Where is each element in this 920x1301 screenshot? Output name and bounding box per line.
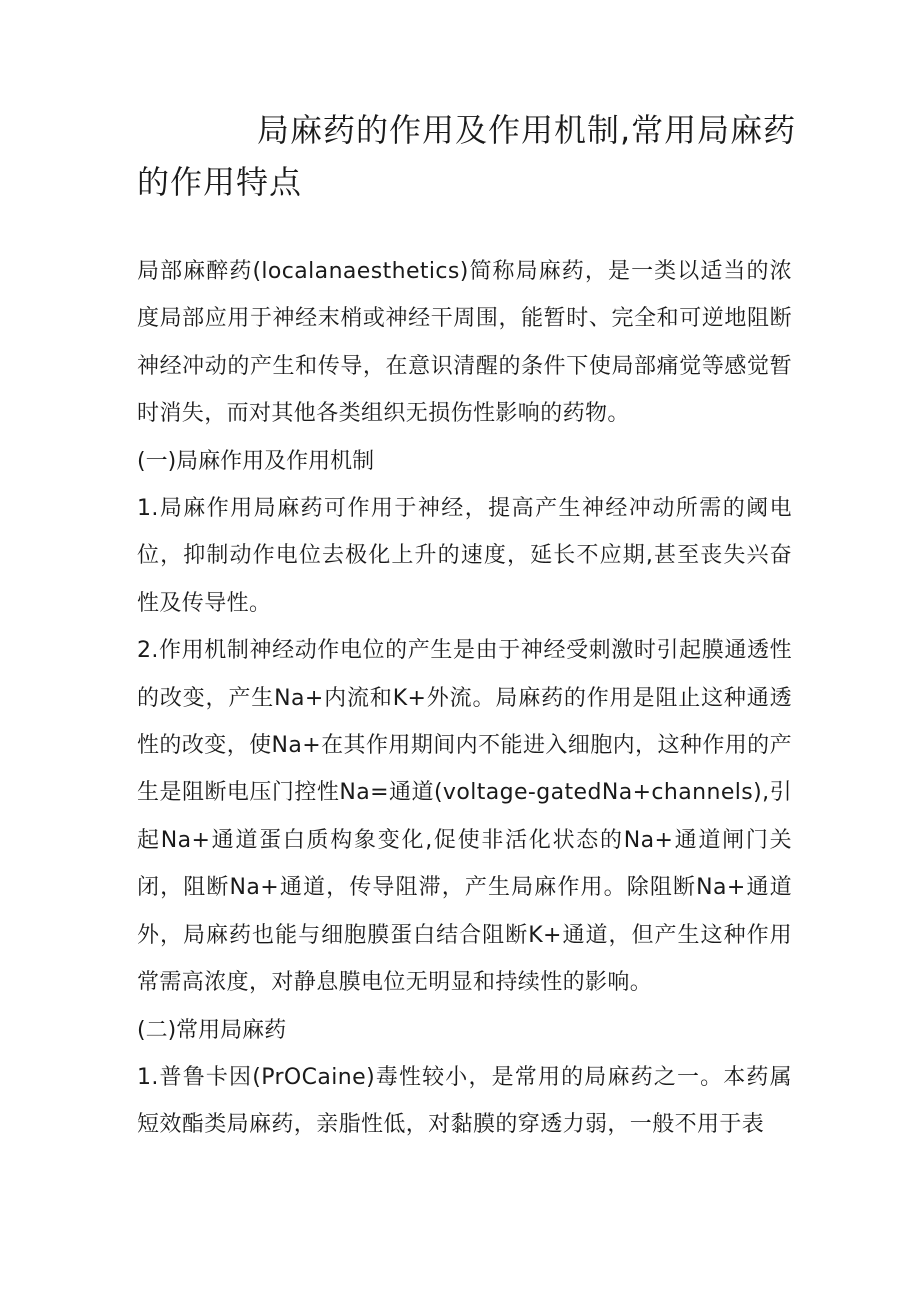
paragraph-local-anesthetic-action: 1.局麻作用局麻药可作用于神经，提高产生神经冲动所需的阈电位，抑制动作电位去极化上升的速度，延长不应期,甚至丧失兴奋性及传导性。 <box>137 496 792 616</box>
document-title: 局麻药的作用及作用机制,常用局麻药的作用特点 <box>137 111 797 201</box>
paragraph-mechanism: 2.作用机制神经动作电位的产生是由于神经受刺激时引起膜通透性的改变，产生Na+内流和K+外流。局麻药的作用是阻止这种通透性的改变，使Na+在其作用期间内不能进入细胞内，这种作用的产生是阻断电压门控性Na=通道(voltage-gatedNa+channels),引起Na+通道蛋白质构象变化,促使非活化状态的Na+通道闸门关闭，阻断Na+通道，传导阻滞，产生局麻作用。除阻断Na+通道外，局麻药也能与细胞膜蛋白结合阻断K+通道，但产生这种作用常需高浓度，对静息膜电位无明显和持续性的影响。 <box>137 638 792 996</box>
document-body <box>137 248 792 1149</box>
intro-paragraph: 局部麻醉药(localanaesthetics)简称局麻药，是一类以适当的浓度局部应用于神经末梢或神经干周围，能暂时、完全和可逆地阻断神经冲动的产生和传导，在意识清醒的条件下使局部痛觉等感觉暂时消失，而对其他各类组织无损伤性影响的药物。 <box>137 259 792 427</box>
paragraph-procaine: 1.普鲁卡因(PrOCaine)毒性较小，是常用的局麻药之一。本药属短效酯类局麻药，亲脂性低，对黏膜的穿透力弱，一般不用于表 <box>137 1064 792 1138</box>
section-heading-2: (二)常用局麻药 <box>137 1017 287 1043</box>
section-heading-1: (一)局麻作用及作用机制 <box>137 448 375 474</box>
